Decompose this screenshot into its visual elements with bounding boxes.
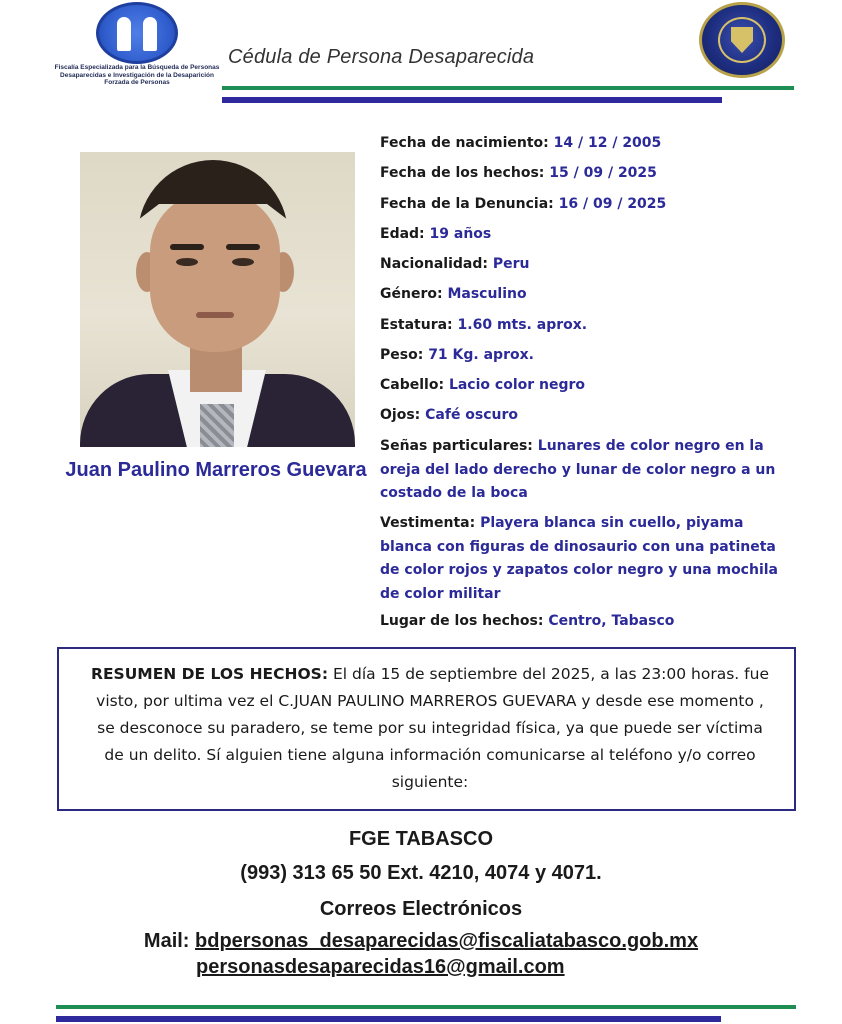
field-label: Ojos: bbox=[380, 407, 421, 423]
field-label: Fecha de la Denuncia: bbox=[380, 196, 554, 212]
field-value: 19 años bbox=[429, 226, 492, 242]
field-value: 15 / 09 / 2025 bbox=[549, 165, 657, 181]
green-rule-top bbox=[222, 86, 794, 90]
field-value: 71 Kg. aprox. bbox=[428, 347, 534, 363]
field-report-date bbox=[380, 193, 790, 217]
field-value: 16 / 09 / 2025 bbox=[558, 196, 667, 212]
field-label: Fecha de nacimiento: bbox=[380, 135, 549, 151]
field-value: 1.60 mts. aprox. bbox=[457, 317, 588, 333]
people-emblem-icon bbox=[96, 2, 178, 64]
field-value: Peru bbox=[492, 256, 530, 272]
phone-numbers: (993) 313 65 50 Ext. 4210, 4074 y 4071. bbox=[240, 862, 602, 884]
field-clothing bbox=[380, 512, 790, 606]
field-weight bbox=[380, 344, 790, 368]
official-seal-icon bbox=[699, 2, 785, 78]
person-photo bbox=[80, 152, 355, 447]
email-link-2[interactable]: personasdesaparecidas16@gmail.com bbox=[196, 956, 565, 978]
header bbox=[0, 0, 842, 110]
field-distinguishing-marks bbox=[380, 435, 790, 506]
green-rule-bottom bbox=[56, 1005, 796, 1009]
field-eyes bbox=[380, 404, 790, 428]
field-height bbox=[380, 314, 790, 338]
field-value: Lunares de color negro en la oreja del lado derecho y lunar de color negro a un costado de la boca bbox=[380, 438, 776, 501]
field-gender bbox=[380, 283, 790, 307]
summary-heading: RESUMEN DE LOS HECHOS: bbox=[91, 665, 329, 683]
summary-text: El día 15 de septiembre del 2025, a las 23:00 horas. fue visto, por ultima vez el C.JUAN PAULINO MARREROS GUEVARA y desde ese momento , se desconoce su paradero, se teme por su integridad física, ya que puede ser víctima de un delito. Sí alguien tiene alguna información comunicarse al teléfono y/o correo siguiente: bbox=[96, 665, 769, 791]
field-label: Vestimenta: bbox=[380, 515, 476, 531]
field-label: Peso: bbox=[380, 347, 424, 363]
field-value: Café oscuro bbox=[425, 407, 519, 423]
field-label: Edad: bbox=[380, 226, 425, 242]
fiscalia-logo bbox=[52, 2, 222, 102]
email-line-1 bbox=[0, 930, 842, 953]
email-link-1[interactable]: bdpersonas_desaparecidas@fiscaliatabasco.gob.mx bbox=[195, 930, 699, 952]
field-value: Lacio color negro bbox=[448, 377, 586, 393]
field-birth-date bbox=[380, 132, 790, 156]
field-nationality bbox=[380, 253, 790, 277]
person-name: Juan Paulino Marreros Guevara bbox=[65, 459, 367, 481]
summary-box bbox=[57, 647, 796, 811]
field-value: 14 / 12 / 2005 bbox=[553, 135, 662, 151]
field-label: Nacionalidad: bbox=[380, 256, 488, 272]
field-age bbox=[380, 223, 790, 247]
field-value: Playera blanca sin cuello, piyama blanca con figuras de dinosaurio con una patineta de color rojos y zapatos color negro y una mochila de color militar bbox=[380, 515, 778, 602]
emails-heading: Correos Electrónicos bbox=[319, 898, 523, 920]
blue-rule-top bbox=[222, 97, 722, 103]
field-label: Lugar de los hechos: bbox=[380, 613, 544, 629]
logo-caption: Fiscalía Especializada para la Búsqueda de Personas Desaparecidas e Investigación de la Desaparición Forzada de Personas bbox=[54, 64, 220, 86]
field-label: Género: bbox=[380, 286, 443, 302]
field-label: Señas particulares: bbox=[380, 438, 533, 454]
mail-label: Mail: bbox=[143, 930, 190, 952]
field-label: Estatura: bbox=[380, 317, 453, 333]
blue-rule-bottom bbox=[56, 1016, 721, 1022]
field-label: Fecha de los hechos: bbox=[380, 165, 545, 181]
field-event-date bbox=[380, 162, 790, 186]
field-value: Masculino bbox=[447, 286, 527, 302]
field-hair bbox=[380, 374, 790, 398]
field-label: Cabello: bbox=[380, 377, 445, 393]
document-title: Cédula de Persona Desaparecida bbox=[228, 46, 535, 68]
field-place bbox=[380, 610, 790, 634]
agency-name: FGE TABASCO bbox=[348, 828, 494, 850]
field-value: Centro, Tabasco bbox=[548, 613, 675, 629]
email-line-2 bbox=[196, 956, 656, 979]
summary-paragraph bbox=[85, 661, 775, 796]
